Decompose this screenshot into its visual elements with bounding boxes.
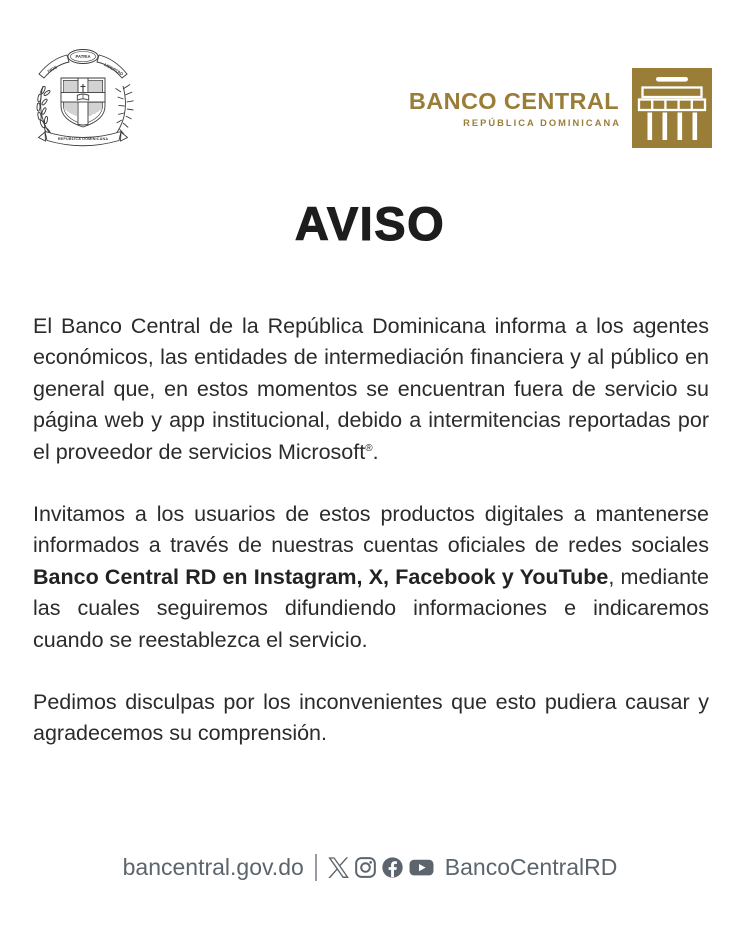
logo-title: BANCO CENTRAL	[408, 88, 619, 114]
motto-libertad: LIBERTAD	[103, 61, 125, 77]
facebook-icon	[382, 857, 403, 878]
social-handle: BancoCentralRD	[444, 854, 618, 880]
logo-subtitle: REPÚBLICA DOMINICANA	[463, 118, 621, 128]
footer	[0, 854, 740, 881]
motto-dios: DIOS	[46, 64, 58, 74]
social-accounts-bold: Banco Central RD en Instagram, X, Facebook y YouTube	[33, 564, 609, 589]
coat-of-arms-icon	[31, 44, 135, 152]
youtube-icon	[409, 857, 434, 878]
notice-body	[33, 311, 709, 750]
columns-portico-icon	[632, 68, 712, 148]
outage-text: El Banco Central de la República Dominicana informa a los agentes económicos, las entidades de intermediación financiera y al público en general que, en estos momentos se encuentran fuera de servicio su página web y app institucional, debido a intermitencias reportadas por el proveedor de servicios Microsoft	[33, 314, 709, 464]
logo-wordmark	[409, 88, 619, 128]
social-lead-text: Invitamos a los usuarios de estos productos digitales a mantenerse informados a través de nuestras cuentas oficiales de redes sociales	[33, 502, 709, 558]
paragraph-service-outage	[33, 311, 709, 468]
x-icon	[328, 857, 349, 878]
banco-central-logo	[409, 68, 712, 148]
footer-divider	[315, 854, 317, 881]
ribbon-republica-dominicana: REPÚBLICA DOMINICANA	[57, 136, 109, 141]
instagram-icon	[355, 857, 376, 878]
social-icons-row	[328, 857, 434, 878]
social-tail-text: , mediante las cuales seguiremos difundiendo informaciones e indicaremos cuando se reestablezca el servicio.	[33, 564, 709, 652]
paragraph-apology: Pedimos disculpas por los inconvenientes que esto pudiera causar y agradecemos su comprensión.	[33, 690, 709, 746]
motto-patria: PATRIA	[75, 54, 91, 60]
page-title: AVISO	[294, 197, 446, 250]
coat-of-arms	[31, 44, 135, 152]
website-url: bancentral.gov.do	[122, 854, 304, 880]
outage-period: .	[372, 439, 379, 464]
registered-trademark: ®	[365, 442, 373, 454]
paragraph-social-media	[33, 499, 709, 656]
